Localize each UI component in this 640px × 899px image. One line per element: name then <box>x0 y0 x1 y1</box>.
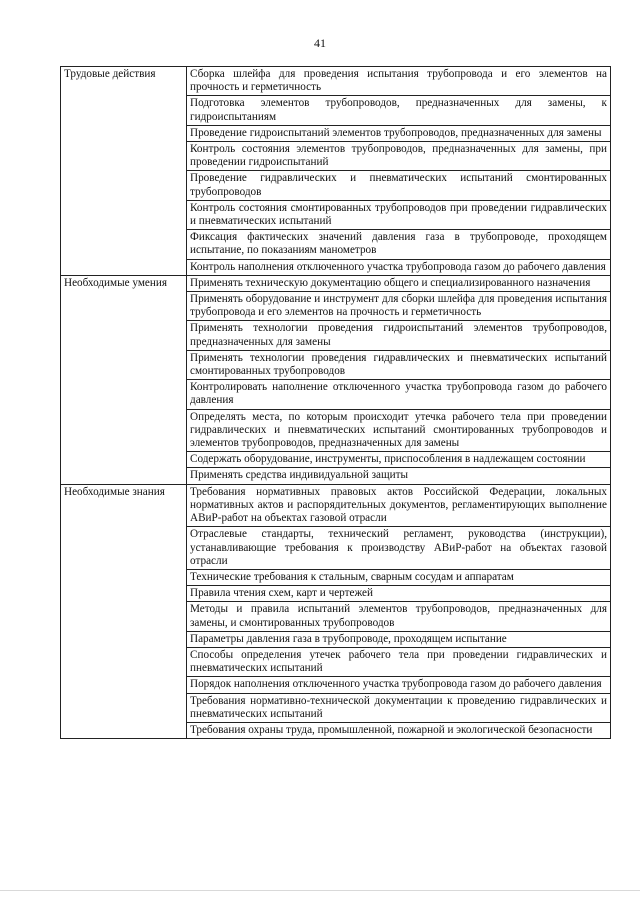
section-label-cell <box>61 67 187 276</box>
page-edge-line <box>0 890 640 891</box>
requirement-item: Контроль состояния элементов трубопроводов, предназначенных для замены, при проведении гидроиспытаний <box>187 142 611 171</box>
section-label-cell <box>61 275 187 484</box>
requirement-item: Фиксация фактических значений давления газа в трубопроводе, проходящем испытание, по показаниям манометров <box>187 230 611 259</box>
requirement-item: Применять технологии проведения гидравлических и пневматических испытаний смонтированных трубопроводов <box>187 350 611 379</box>
requirement-item: Контроль состояния смонтированных трубопроводов при проведении гидравлических и пневматических испытаний <box>187 200 611 229</box>
requirement-item: Контролировать наполнение отключенного участка трубопровода газом до рабочего давления <box>187 380 611 409</box>
qualification-table <box>60 66 611 739</box>
table-row <box>61 484 611 527</box>
requirement-item: Проведение гидроиспытаний элементов трубопроводов, предназначенных для замены <box>187 125 611 141</box>
requirement-item: Правила чтения схем, карт и чертежей <box>187 586 611 602</box>
requirement-item: Методы и правила испытаний элементов трубопроводов, предназначенных для замены, и смонтированных трубопроводов <box>187 602 611 631</box>
requirement-item: Применять технологии проведения гидроиспытаний элементов трубопроводов, предназначенных для замены <box>187 321 611 350</box>
requirement-item: Сборка шлейфа для проведения испытания трубопровода и его элементов на прочность и герметичность <box>187 67 611 96</box>
requirement-item: Отраслевые стандарты, технический регламент, руководства (инструкции), устанавливающие требования к производству АВиР-работ на объектах газовой отрасли <box>187 527 611 570</box>
requirement-item: Проведение гидравлических и пневматических испытаний смонтированных трубопроводов <box>187 171 611 200</box>
requirement-item: Применять техническую документацию общего и специализированного назначения <box>187 275 611 291</box>
requirement-item: Требования нормативно-технической документации к проведению гидравлических и пневматических испытаний <box>187 693 611 722</box>
requirement-item: Подготовка элементов трубопроводов, предназначенных для замены, к гидроиспытаниям <box>187 96 611 125</box>
requirement-item: Требования нормативных правовых актов Российской Федерации, локальных нормативных актов и распорядительных документов, регламентирующих выполнение АВиР-работ на объектах газовой отрасли <box>187 484 611 527</box>
table-row <box>61 67 611 96</box>
requirement-item: Применять оборудование и инструмент для сборки шлейфа для проведения испытания трубопровода и его элементов на прочность и герметичность <box>187 292 611 321</box>
page-number: 41 <box>314 36 326 50</box>
requirement-item: Параметры давления газа в трубопроводе, проходящем испытание <box>187 631 611 647</box>
qualification-table-body <box>61 67 611 739</box>
requirement-item: Технические требования к стальным, сварным сосудам и аппаратам <box>187 569 611 585</box>
table-row <box>61 275 611 291</box>
requirement-item: Способы определения утечек рабочего тела при проведении гидравлических и пневматических испытаний <box>187 647 611 676</box>
requirement-item: Применять средства индивидуальной защиты <box>187 468 611 484</box>
section-label-cell <box>61 484 187 738</box>
requirement-item: Порядок наполнения отключенного участка трубопровода газом до рабочего давления <box>187 677 611 693</box>
section-label: Необходимые знания <box>64 485 165 498</box>
requirement-item: Содержать оборудование, инструменты, приспособления в надлежащем состоянии <box>187 452 611 468</box>
requirement-item: Контроль наполнения отключенного участка трубопровода газом до рабочего давления <box>187 259 611 275</box>
section-label: Необходимые умения <box>64 276 167 289</box>
requirement-item: Требования охраны труда, промышленной, пожарной и экологической безопасности <box>187 722 611 738</box>
section-label: Трудовые действия <box>64 68 156 80</box>
requirement-item: Определять места, по которым происходит утечка рабочего тела при проведении гидравлических и пневматических испытаний смонтированных трубопроводов и элементов трубопроводов, предназначенных для замены <box>187 409 611 452</box>
